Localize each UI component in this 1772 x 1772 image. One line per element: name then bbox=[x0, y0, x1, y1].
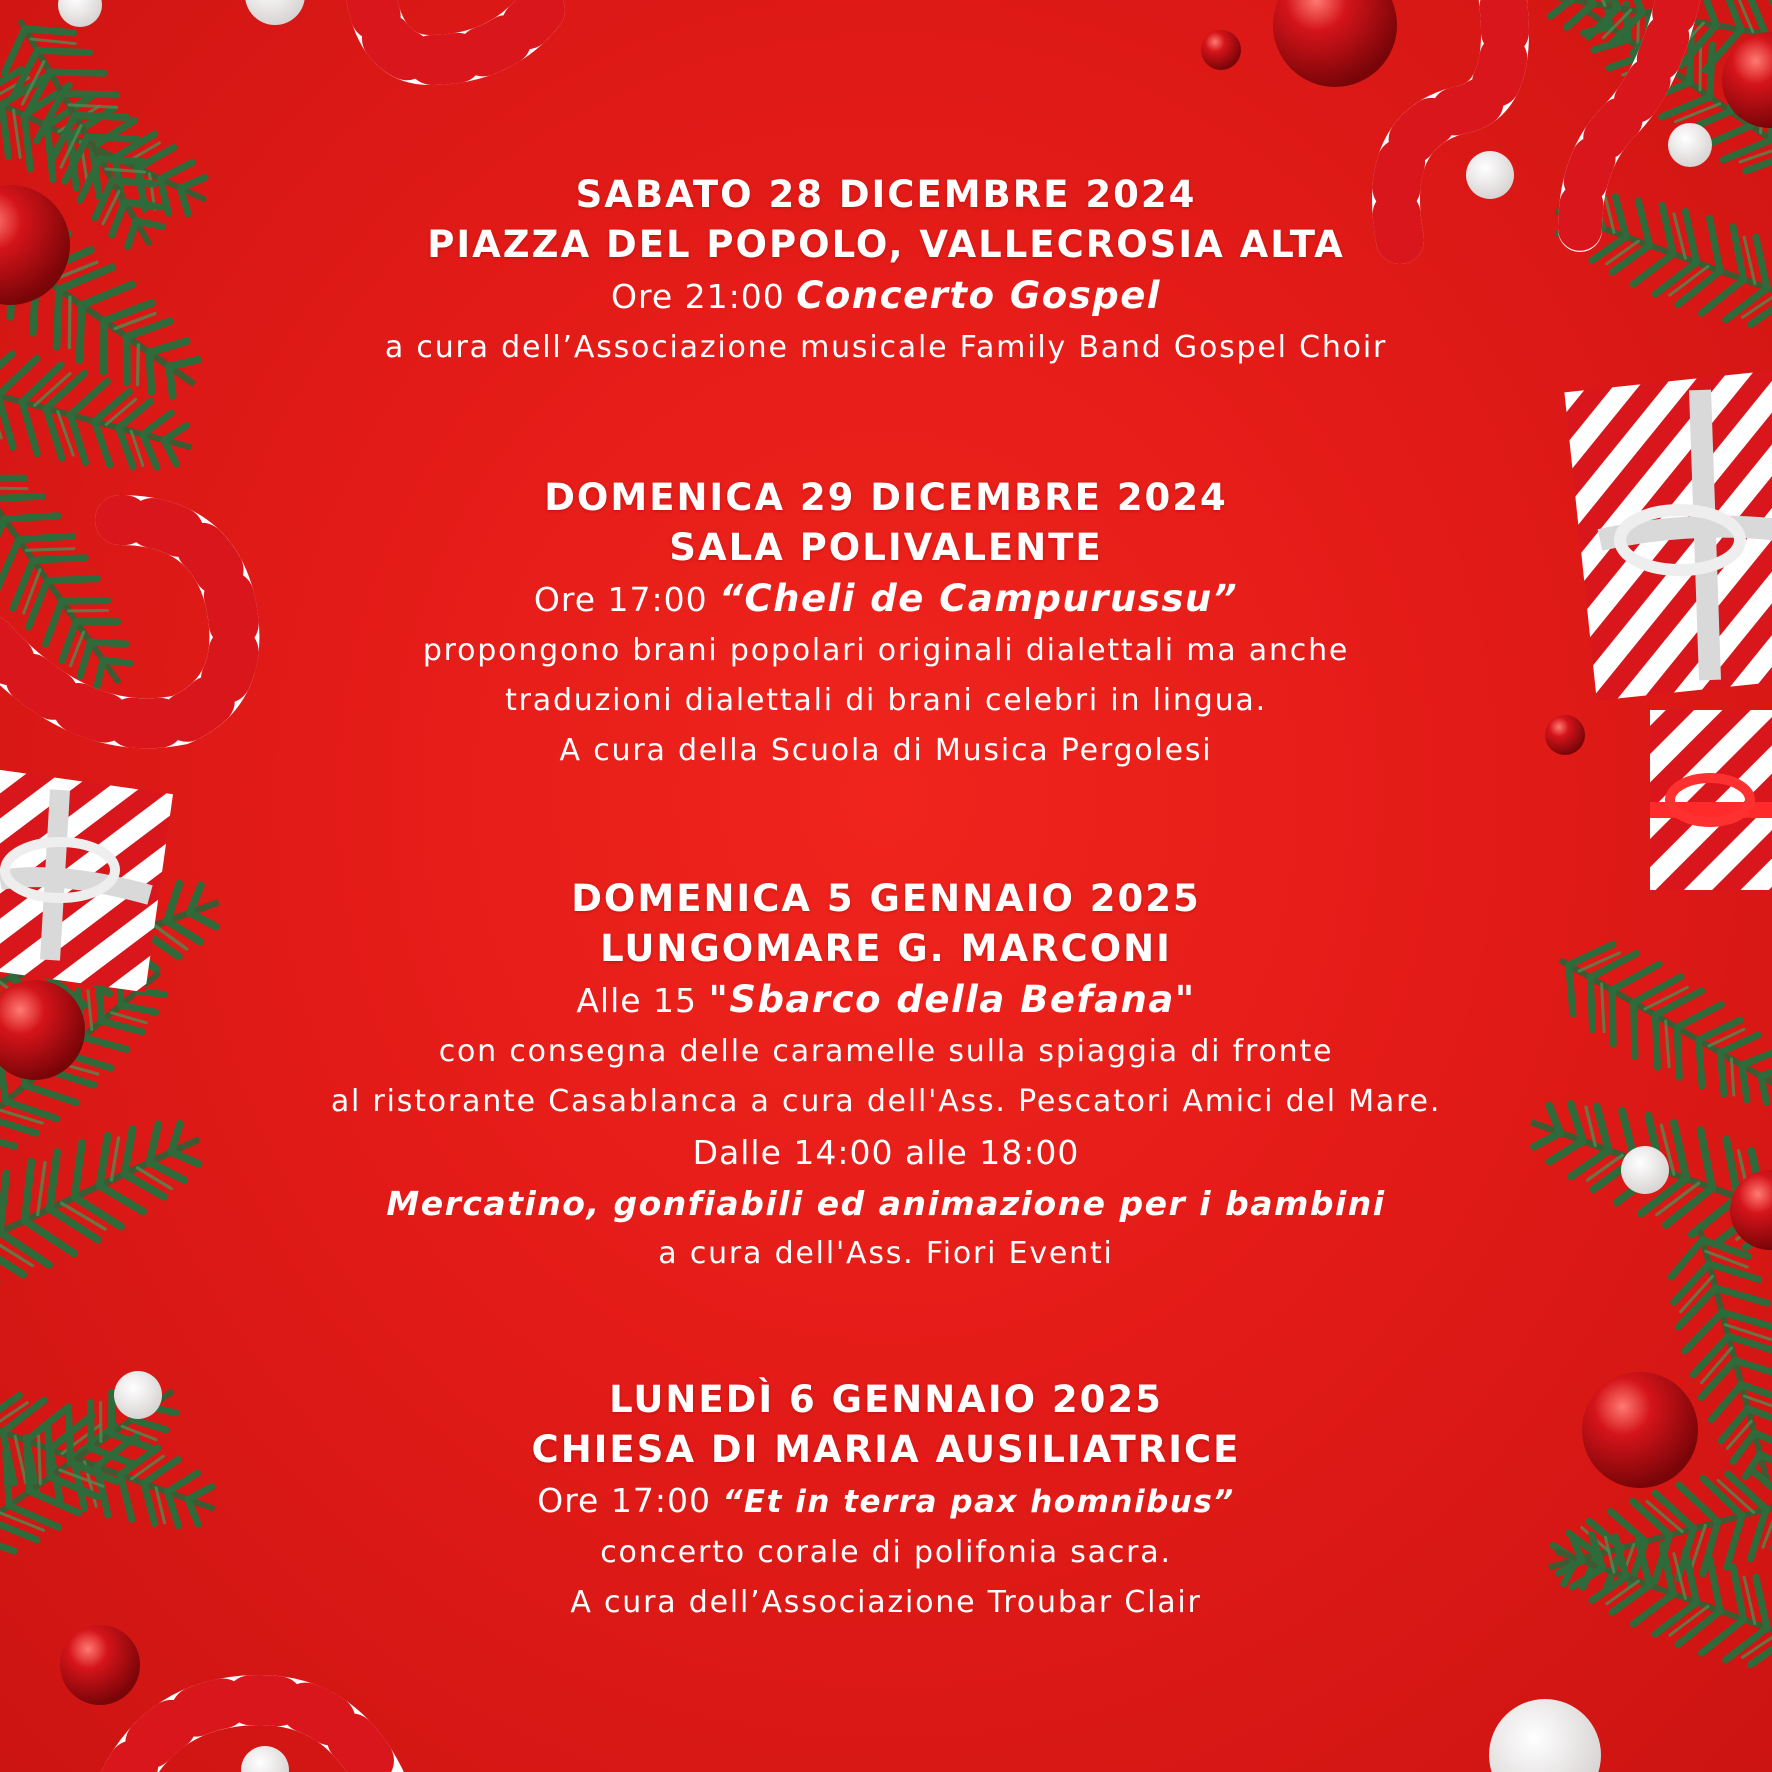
event-3-line-1: con consegna delle caramelle sulla spiaggia di fronte bbox=[438, 1034, 1334, 1069]
event-1-time: Ore 21:00 bbox=[611, 277, 785, 316]
event-4-time: Ore 17:00 bbox=[537, 1481, 711, 1520]
event-1-title: Concerto Gospel bbox=[796, 274, 1161, 317]
event-1-line-1: a cura dell’Associazione musicale Family Band Gospel Choir bbox=[384, 330, 1388, 365]
event-3-time-line bbox=[250, 974, 1522, 1027]
event-2 bbox=[250, 473, 1522, 776]
event-4-line-2: A cura dell’Associazione Troubar Clair bbox=[570, 1585, 1202, 1620]
event-3-time: Alle 15 bbox=[576, 981, 698, 1020]
event-3 bbox=[250, 874, 1522, 1279]
event-3-credit: a cura dell'Ass. Fiori Eventi bbox=[658, 1236, 1114, 1271]
event-3-line-3: Dalle 14:00 alle 18:00 bbox=[692, 1133, 1080, 1172]
event-1 bbox=[250, 170, 1522, 373]
event-2-line-3: A cura della Scuola di Musica Pergolesi bbox=[559, 733, 1213, 768]
event-2-place: SALA POLIVALENTE bbox=[669, 526, 1103, 569]
event-4-title: “Et in terra pax homnibus” bbox=[722, 1484, 1235, 1520]
event-4-place: CHIESA DI MARIA AUSILIATRICE bbox=[531, 1428, 1241, 1471]
event-1-time-line bbox=[250, 270, 1522, 323]
event-4 bbox=[250, 1375, 1522, 1628]
event-program bbox=[250, 170, 1522, 1628]
event-2-line-2: traduzioni dialettali di brani celebri in lingua. bbox=[505, 683, 1267, 718]
event-4-date: LUNEDÌ 6 GENNAIO 2025 bbox=[609, 1378, 1163, 1421]
event-3-title: "Sbarco della Befana" bbox=[708, 978, 1196, 1021]
event-4-time-line bbox=[250, 1475, 1522, 1528]
event-1-date: SABATO 28 DICEMBRE 2024 bbox=[575, 173, 1197, 216]
event-2-time: Ore 17:00 bbox=[533, 580, 708, 619]
event-2-date: DOMENICA 29 DICEMBRE 2024 bbox=[544, 476, 1228, 519]
event-3-date: DOMENICA 5 GENNAIO 2025 bbox=[571, 877, 1201, 920]
event-2-line-1: propongono brani popolari originali dialettali ma anche bbox=[422, 633, 1350, 668]
event-3-place: LUNGOMARE G. MARCONI bbox=[600, 927, 1172, 970]
event-2-title: “Cheli de Campurussu” bbox=[719, 577, 1239, 620]
event-4-line-1: concerto corale di polifonia sacra. bbox=[600, 1535, 1172, 1570]
event-2-time-line bbox=[250, 573, 1522, 626]
event-1-place: PIAZZA DEL POPOLO, VALLECROSIA ALTA bbox=[427, 223, 1345, 266]
event-3-highlight: Mercatino, gonfiabili ed animazione per i bambini bbox=[386, 1184, 1386, 1223]
event-3-line-2: al ristorante Casablanca a cura dell'Ass. Pescatori Amici del Mare. bbox=[330, 1084, 1442, 1119]
